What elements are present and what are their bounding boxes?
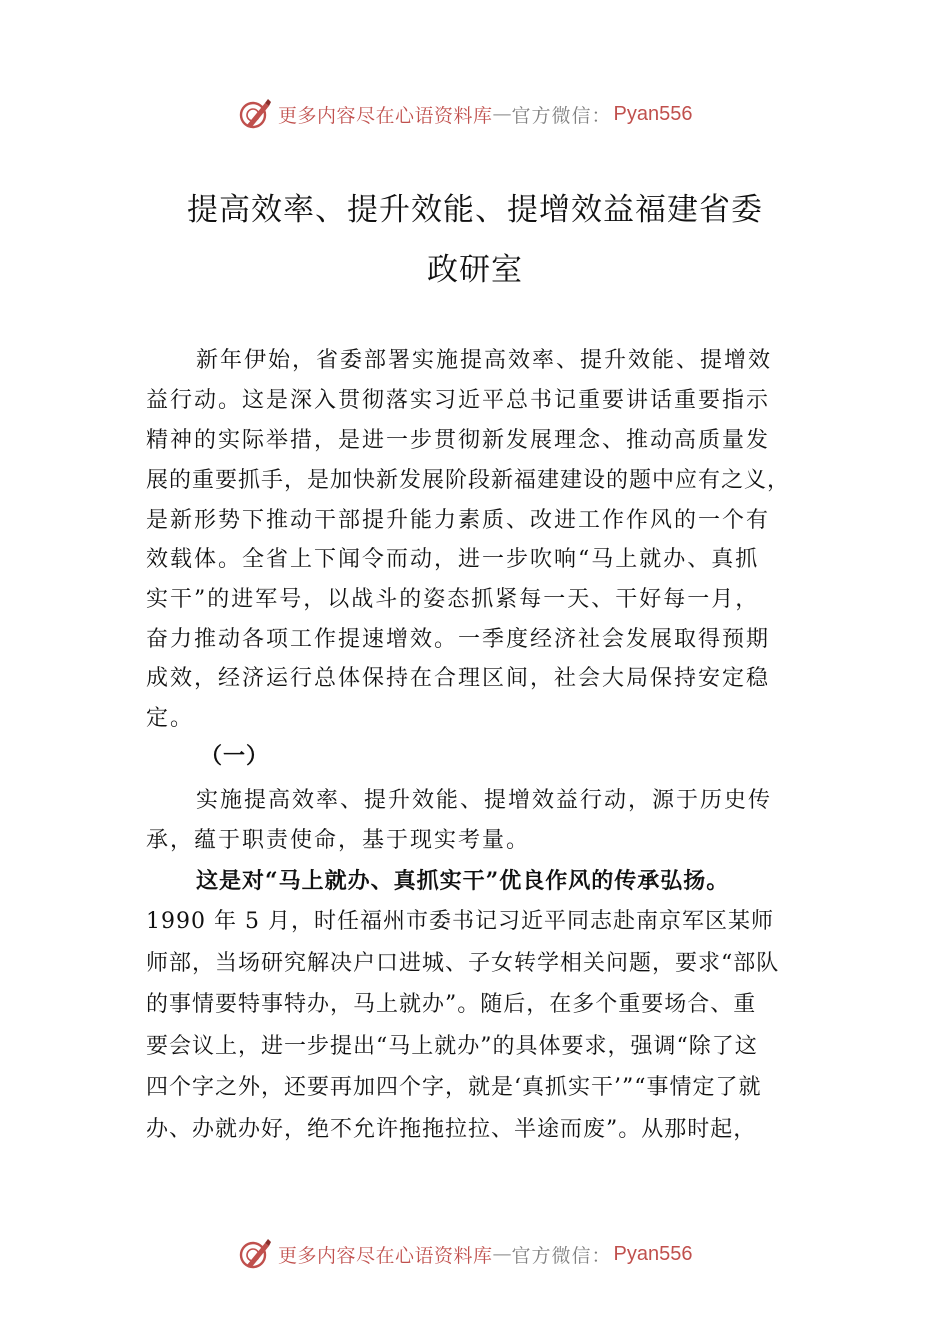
watermark-wechat-label: 官方微信： bbox=[511, 104, 612, 127]
pen-logo-icon bbox=[238, 97, 272, 131]
section-heading: （一） bbox=[200, 743, 270, 769]
paragraph-3-line: 四个字之外，还要再加四个字，就是‘真抓实干’”“事情定了就 bbox=[146, 1075, 762, 1100]
watermark-header bbox=[238, 94, 738, 134]
watermark-wechat-id: Pyan556 bbox=[613, 1242, 693, 1265]
paragraph-3-line: 要会议上，进一步提出“马上就办”的具体要求，强调“除了这 bbox=[146, 1034, 758, 1059]
watermark-separator: — bbox=[492, 103, 512, 125]
watermark-wechat-label: 官方微信： bbox=[511, 1244, 612, 1267]
watermark-separator: — bbox=[492, 1243, 512, 1265]
document-title-line-2: 政研室 bbox=[427, 252, 523, 288]
paragraph-3-line: 的事情要特事特办，马上就办”。随后，在多个重要场合、重 bbox=[146, 992, 757, 1017]
paragraph-1-line: 实干”的进军号，以战斗的姿态抓紧每一天、干好每一月， bbox=[146, 587, 760, 612]
watermark-main-text: 更多内容尽在心语资料库 bbox=[278, 104, 493, 127]
watermark-main-text: 更多内容尽在心语资料库 bbox=[278, 1244, 493, 1267]
paragraph-2-line: 承，蕴于职责使命，基于现实考量。 bbox=[146, 828, 531, 853]
paragraph-1-line: 新年伊始，省委部署实施提高效率、提升效能、提增效 bbox=[196, 348, 773, 373]
paragraph-1-line: 成效，经济运行总体保持在合理区间，社会大局保持安定稳 bbox=[146, 666, 771, 691]
paragraph-1-line: 奋力推动各项工作提速增效。一季度经济社会发展取得预期 bbox=[146, 627, 771, 652]
paragraph-1-line: 定。 bbox=[146, 706, 195, 731]
paragraph-3-line: 师部，当场研究解决户口进城、子女转学相关问题，要求“部队 bbox=[146, 951, 780, 976]
paragraph-2-line: 实施提高效率、提升效能、提增效益行动，源于历史传 bbox=[196, 788, 773, 813]
bold-subheading: 这是对“马上就办、真抓实干”优良作风的传承弘扬。 bbox=[196, 868, 730, 894]
paragraph-1-line: 展的重要抓手，是加快新发展阶段新福建建设的题中应有之义， bbox=[146, 468, 791, 493]
watermark-footer bbox=[238, 1234, 738, 1274]
paragraph-3-line: 办、办就办好，绝不允许拖拖拉拉、半途而废”。从那时起， bbox=[146, 1117, 757, 1142]
paragraph-1-line: 益行动。这是深入贯彻落实习近平总书记重要讲话重要指示 bbox=[146, 388, 771, 413]
paragraph-1-line: 精神的实际举措，是进一步贯彻新发展理念、推动高质量发 bbox=[146, 428, 771, 453]
paragraph-1-line: 是新形势下推动干部提升能力素质、改进工作作风的一个有 bbox=[146, 508, 771, 533]
pen-logo-icon bbox=[238, 1237, 272, 1271]
watermark-wechat-id: Pyan556 bbox=[613, 102, 693, 125]
paragraph-3-line: 1990 年 5 月，时任福州市委书记习近平同志赴南京军区某师 bbox=[146, 909, 774, 934]
paragraph-1-line: 效载体。全省上下闻令而动，进一步吹响“马上就办、真抓 bbox=[146, 547, 760, 572]
document-title-line-1: 提高效率、提升效能、提增效益福建省委 bbox=[187, 192, 763, 228]
